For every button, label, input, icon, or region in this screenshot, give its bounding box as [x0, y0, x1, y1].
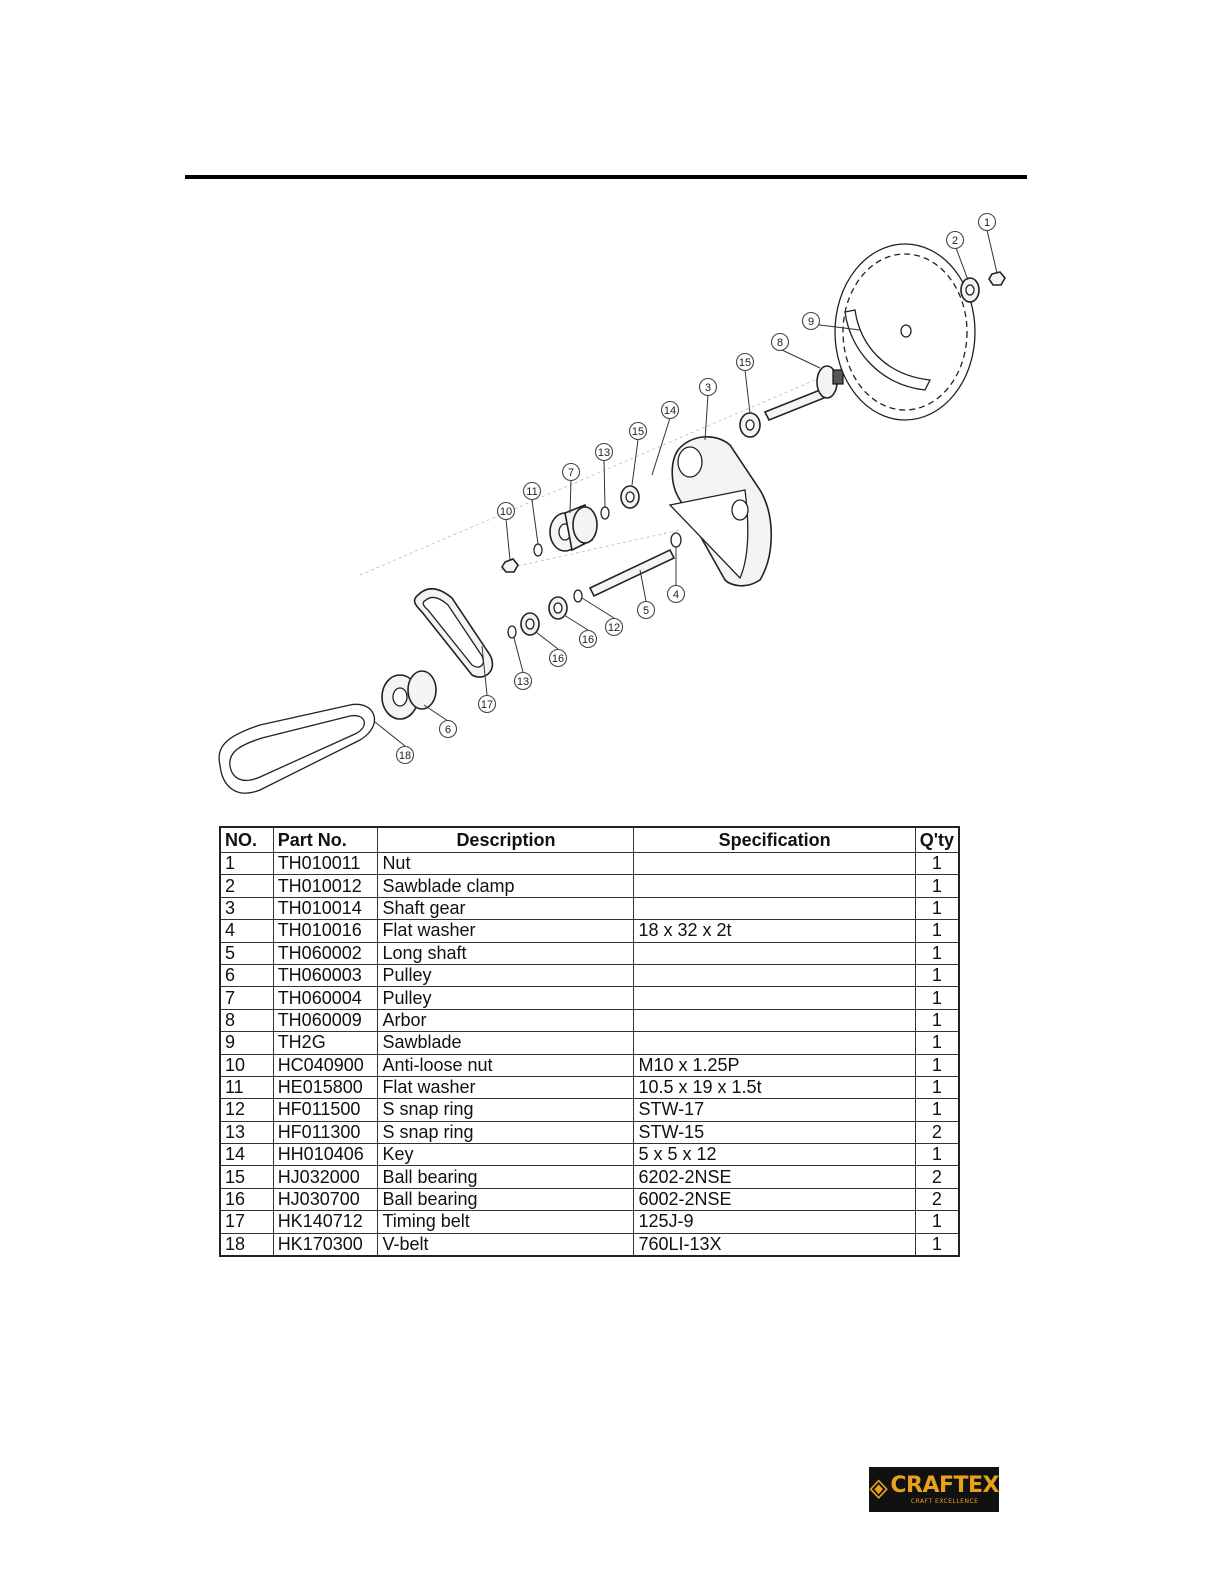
table-row: [220, 964, 959, 986]
header-part-no: Part No.: [273, 827, 378, 853]
svg-text:18: 18: [398, 750, 412, 762]
table-row: [220, 1076, 959, 1098]
callout-3: [700, 379, 717, 396]
cell-description: Key: [378, 1144, 634, 1166]
cell-qty: 1: [915, 1054, 959, 1076]
anti-loose-nut: [502, 559, 518, 572]
svg-text:13: 13: [597, 447, 611, 459]
long-shaft-part: [590, 533, 681, 596]
svg-text:10: 10: [499, 506, 513, 518]
cell-description: Ball bearing: [378, 1188, 634, 1210]
table-row: [220, 987, 959, 1009]
cell-description: Shaft gear: [378, 897, 634, 919]
cell-description: Ball bearing: [378, 1166, 634, 1188]
callout-4: [668, 586, 685, 603]
cell-specification: 18 x 32 x 2t: [634, 920, 915, 942]
table-row: [220, 942, 959, 964]
svg-text:15: 15: [631, 426, 645, 438]
table-row: [220, 1009, 959, 1031]
cell-description: Flat washer: [378, 920, 634, 942]
cell-qty: 1: [915, 1099, 959, 1121]
craftex-diamond-icon: [869, 1467, 888, 1512]
cell-no: 4: [220, 920, 273, 942]
pulley-7-part: [550, 505, 597, 551]
svg-text:14: 14: [663, 405, 677, 417]
svg-text:16: 16: [581, 634, 595, 646]
cell-no: 3: [220, 897, 273, 919]
cell-part-no: TH010014: [273, 897, 378, 919]
cell-part-no: HH010406: [273, 1144, 378, 1166]
svg-text:6: 6: [444, 724, 452, 736]
cell-part-no: TH060009: [273, 1009, 378, 1031]
cell-qty: 1: [915, 1009, 959, 1031]
callout-11: [524, 483, 541, 500]
cell-specification: STW-17: [634, 1099, 915, 1121]
cell-part-no: HJ032000: [273, 1166, 378, 1188]
cell-qty: 1: [915, 1233, 959, 1256]
svg-text:16: 16: [551, 653, 565, 665]
table-row: [220, 1121, 959, 1143]
cell-no: 8: [220, 1009, 273, 1031]
cell-qty: 2: [915, 1188, 959, 1210]
cell-specification: 10.5 x 19 x 1.5t: [634, 1076, 915, 1098]
cell-qty: 2: [915, 1121, 959, 1143]
lower-shaft-small-parts: [508, 590, 582, 638]
callout-7: [563, 464, 580, 481]
cell-part-no: HF011500: [273, 1099, 378, 1121]
cell-specification: [634, 942, 915, 964]
flat-washer-11: [534, 544, 542, 556]
cell-description: Long shaft: [378, 942, 634, 964]
callout-16-left: [550, 650, 567, 667]
cell-no: 12: [220, 1099, 273, 1121]
cell-part-no: TH010011: [273, 853, 378, 875]
callout-2: [947, 232, 964, 249]
callout-12: [606, 619, 623, 636]
cell-part-no: HE015800: [273, 1076, 378, 1098]
cell-no: 11: [220, 1076, 273, 1098]
parts-list-table: [219, 826, 960, 1257]
table-row: [220, 1233, 959, 1256]
svg-text:13: 13: [516, 676, 530, 688]
cell-description: Pulley: [378, 964, 634, 986]
table-row: [220, 853, 959, 875]
cell-description: Nut: [378, 853, 634, 875]
cell-qty: 1: [915, 875, 959, 897]
callout-16-right: [580, 631, 597, 648]
header-no: NO.: [220, 827, 273, 853]
cell-qty: 1: [915, 964, 959, 986]
svg-text:9: 9: [807, 316, 815, 328]
cell-specification: [634, 1032, 915, 1054]
callout-14: [662, 402, 679, 419]
cell-specification: [634, 875, 915, 897]
cell-part-no: HF011300: [273, 1121, 378, 1143]
arbor-part: [740, 366, 843, 437]
cell-qty: 1: [915, 920, 959, 942]
cell-description: Flat washer: [378, 1076, 634, 1098]
cell-specification: [634, 987, 915, 1009]
cell-no: 6: [220, 964, 273, 986]
cell-description: V-belt: [378, 1233, 634, 1256]
cell-description: Sawblade: [378, 1032, 634, 1054]
table-row: [220, 1211, 959, 1233]
svg-text:11: 11: [526, 486, 538, 498]
cell-part-no: TH060002: [273, 942, 378, 964]
v-belt-part: [219, 704, 374, 793]
cell-qty: 1: [915, 897, 959, 919]
cell-qty: 1: [915, 987, 959, 1009]
cell-no: 9: [220, 1032, 273, 1054]
table-row: [220, 875, 959, 897]
svg-text:4: 4: [672, 589, 680, 601]
table-row: [220, 1032, 959, 1054]
callout-9: [803, 313, 820, 330]
cell-description: Sawblade clamp: [378, 875, 634, 897]
table-row: [220, 920, 959, 942]
cell-specification: M10 x 1.25P: [634, 1054, 915, 1076]
table-row: [220, 1054, 959, 1076]
callout-6: [440, 721, 457, 738]
svg-text:15: 15: [738, 357, 752, 369]
cell-specification: STW-15: [634, 1121, 915, 1143]
header-specification: Specification: [634, 827, 915, 853]
cell-no: 17: [220, 1211, 273, 1233]
cell-part-no: TH010012: [273, 875, 378, 897]
table-row: [220, 897, 959, 919]
cell-no: 2: [220, 875, 273, 897]
cell-description: Timing belt: [378, 1211, 634, 1233]
svg-text:3: 3: [704, 382, 712, 394]
cell-no: 16: [220, 1188, 273, 1210]
table-row: [220, 1099, 959, 1121]
pulley-6-part: [382, 671, 436, 719]
callout-13-lower: [515, 673, 532, 690]
cell-no: 10: [220, 1054, 273, 1076]
svg-text:12: 12: [607, 622, 621, 634]
cell-no: 5: [220, 942, 273, 964]
shaft-gear-housing-part: [670, 437, 771, 586]
cell-qty: 1: [915, 1076, 959, 1098]
callout-1: [979, 214, 996, 231]
svg-text:17: 17: [480, 699, 494, 711]
cell-specification: [634, 853, 915, 875]
header-description: Description: [378, 827, 634, 853]
cell-no: 15: [220, 1166, 273, 1188]
cell-part-no: HC040900: [273, 1054, 378, 1076]
table-row: [220, 1188, 959, 1210]
cell-qty: 1: [915, 853, 959, 875]
cell-qty: 1: [915, 942, 959, 964]
table-row: [220, 1144, 959, 1166]
cell-specification: 6002-2NSE: [634, 1188, 915, 1210]
cell-description: S snap ring: [378, 1121, 634, 1143]
svg-text:7: 7: [567, 467, 575, 479]
callout-15-upper: [737, 354, 754, 371]
cell-part-no: HK170300: [273, 1233, 378, 1256]
callout-8: [772, 334, 789, 351]
callout-18: [397, 747, 414, 764]
sawblade-clamp-bore: [966, 285, 974, 295]
svg-text:5: 5: [642, 605, 650, 617]
exploded-parts-diagram: [200, 200, 1020, 810]
cell-qty: 1: [915, 1211, 959, 1233]
cell-part-no: HK140712: [273, 1211, 378, 1233]
callout-10: [498, 503, 515, 520]
cell-part-no: TH060003: [273, 964, 378, 986]
cell-specification: [634, 897, 915, 919]
cell-no: 14: [220, 1144, 273, 1166]
cell-description: Pulley: [378, 987, 634, 1009]
table-row: [220, 1166, 959, 1188]
cell-specification: [634, 964, 915, 986]
cell-description: Anti-loose nut: [378, 1054, 634, 1076]
svg-text:2: 2: [951, 235, 959, 247]
nut-part: [989, 272, 1005, 285]
callout-17: [479, 696, 496, 713]
cell-qty: 2: [915, 1166, 959, 1188]
svg-text:1: 1: [983, 217, 991, 229]
sawblade-part: [835, 244, 975, 420]
cell-part-no: TH010016: [273, 920, 378, 942]
cell-part-no: HJ030700: [273, 1188, 378, 1210]
cell-description: Arbor: [378, 1009, 634, 1031]
logo-name: CRAFTEX: [890, 1473, 999, 1498]
timing-belt-part: [415, 589, 493, 677]
svg-text:8: 8: [776, 337, 784, 349]
cell-no: 1: [220, 853, 273, 875]
callout-5: [638, 602, 655, 619]
cell-description: S snap ring: [378, 1099, 634, 1121]
header-rule: [185, 175, 1027, 179]
bearing-15-lower-bore: [626, 492, 634, 502]
cell-part-no: TH060004: [273, 987, 378, 1009]
snap-ring-13: [601, 507, 609, 519]
cell-specification: 6202-2NSE: [634, 1166, 915, 1188]
craftex-logo: [869, 1467, 999, 1512]
callout-15-lower: [630, 423, 647, 440]
cell-specification: 5 x 5 x 12: [634, 1144, 915, 1166]
table-header-row: [220, 827, 959, 853]
cell-specification: 125J-9: [634, 1211, 915, 1233]
cell-qty: 1: [915, 1144, 959, 1166]
callout-13-upper: [596, 444, 613, 461]
cell-no: 18: [220, 1233, 273, 1256]
header-qty: Q'ty: [915, 827, 959, 853]
cell-no: 13: [220, 1121, 273, 1143]
cell-part-no: TH2G: [273, 1032, 378, 1054]
cell-qty: 1: [915, 1032, 959, 1054]
cell-specification: [634, 1009, 915, 1031]
cell-specification: 760LI-13X: [634, 1233, 915, 1256]
cell-no: 7: [220, 987, 273, 1009]
logo-tagline: CRAFT EXCELLENCE: [910, 1498, 979, 1505]
